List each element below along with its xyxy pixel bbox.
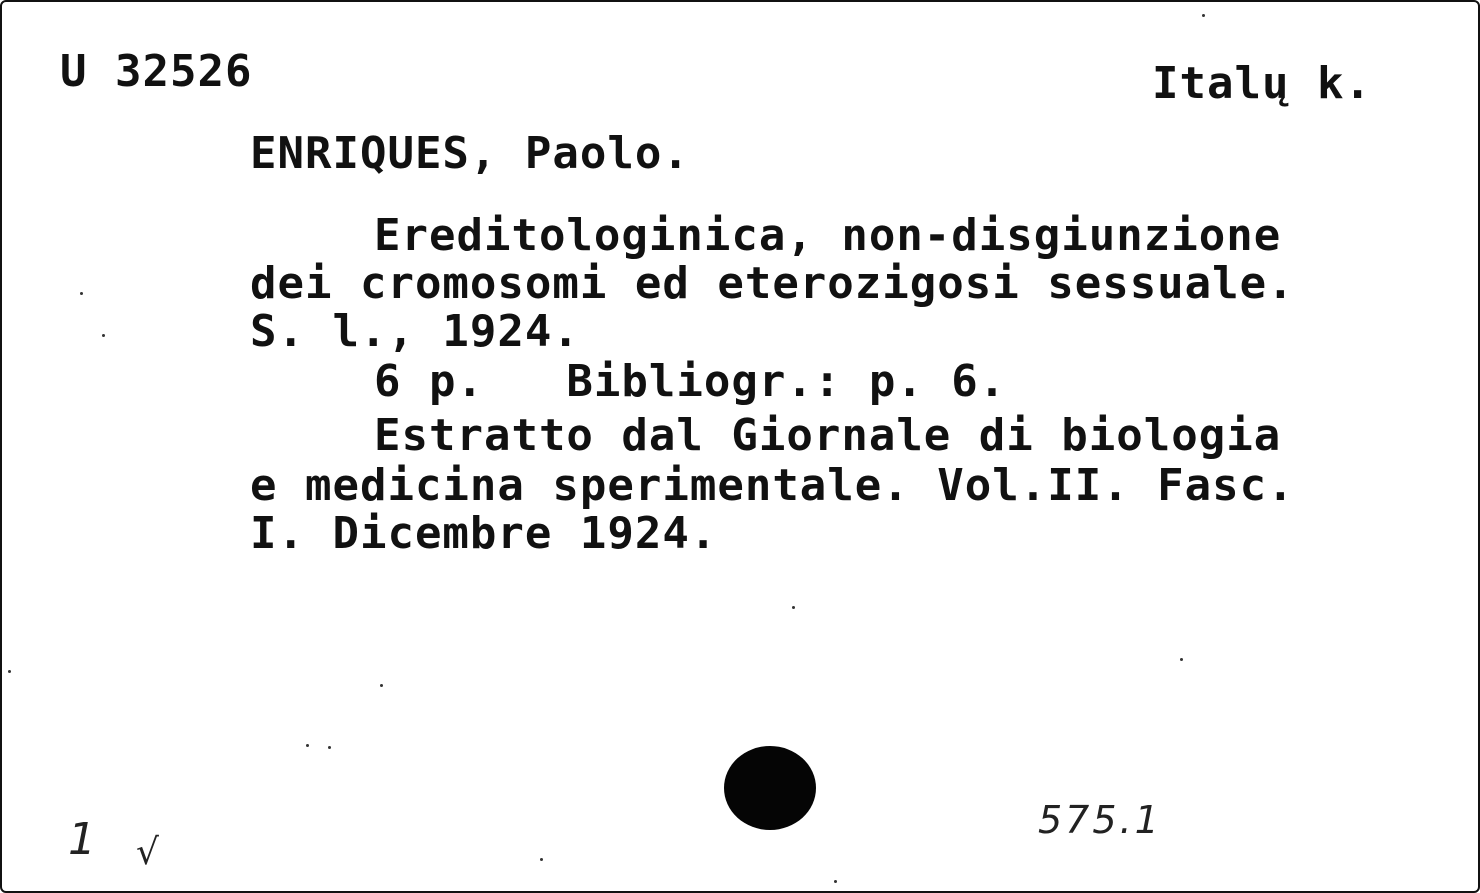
note-line-1: Estratto dal Giornale di biologia bbox=[374, 410, 1282, 461]
speck bbox=[1202, 14, 1205, 17]
call-number: U 32526 bbox=[60, 46, 253, 97]
speck bbox=[540, 858, 543, 861]
speck bbox=[1180, 658, 1183, 661]
speck bbox=[306, 744, 309, 747]
title-line-1: Ereditologinica, non-disgiunzione bbox=[374, 210, 1282, 261]
imprint-line: S. l., 1924. bbox=[250, 306, 580, 357]
speck bbox=[8, 670, 11, 673]
punch-hole bbox=[724, 746, 816, 830]
title-line-2: dei cromosomi ed eterozigosi sessuale. bbox=[250, 258, 1295, 309]
note-line-3: I. Dicembre 1924. bbox=[250, 508, 718, 559]
speck bbox=[80, 292, 83, 295]
collection-label: Italų k. bbox=[1152, 58, 1372, 109]
speck bbox=[380, 684, 383, 687]
handwritten-classification: 575.1 bbox=[1038, 798, 1162, 842]
handwritten-number: 1 bbox=[68, 814, 96, 865]
speck bbox=[102, 334, 105, 337]
handwritten-checkmark: √ bbox=[136, 832, 159, 873]
speck bbox=[834, 880, 837, 883]
speck bbox=[792, 606, 795, 609]
speck bbox=[328, 746, 331, 749]
collation-line: 6 p. Bibliogr.: p. 6. bbox=[374, 356, 1007, 407]
note-line-2: e medicina sperimentale. Vol.II. Fasc. bbox=[250, 460, 1295, 511]
author-heading: ENRIQUES, Paolo. bbox=[250, 128, 690, 179]
